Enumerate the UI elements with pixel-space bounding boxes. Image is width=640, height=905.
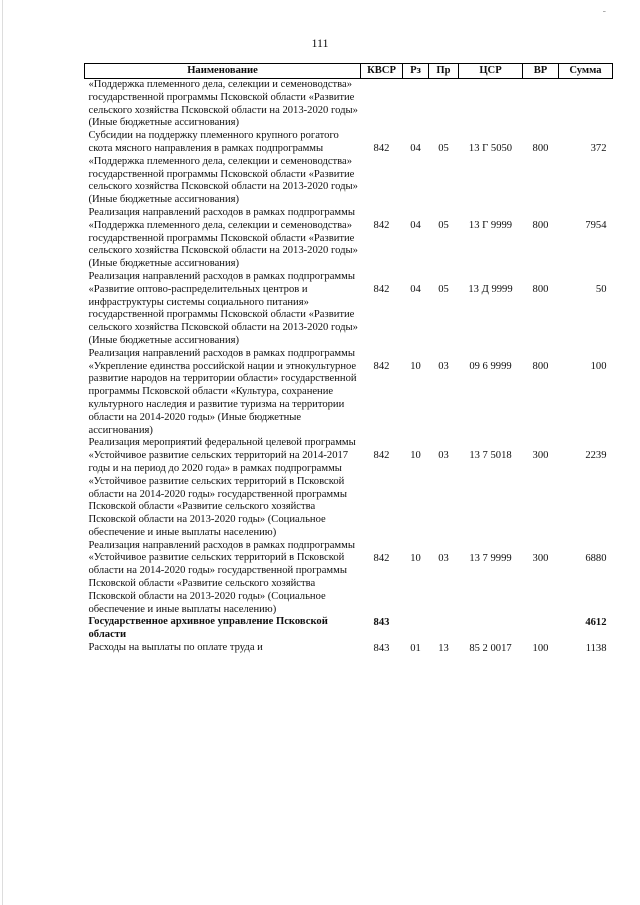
row-csr: 13 7 9999 — [469, 552, 512, 564]
row-vr: 800 — [532, 360, 549, 372]
corner-mark: - — [602, 6, 606, 17]
row-name: Реализация направлений расходов в рамках подпрограммы «Устойчивое развитие сельских территорий в Псковской области на 2014-2020 годы» государственной программы Псковской области «Развитие сельского хозяйства Псковской области на 2013-2020 годы» (Социальное обеспечение и иные выплаты населению) — [88, 539, 355, 615]
row-name: «Поддержка племенного дела, селекции и семеноводства» государственной программы Псковской области «Развитие сельского хозяйства Псковской области на 2013-2020 годы» (Иные бюджетные ассигнования) — [88, 79, 358, 129]
row-pr: 03 — [438, 360, 449, 372]
table-row — [85, 348, 613, 438]
header-pr: Пр — [429, 64, 459, 79]
header-vr: ВР — [523, 64, 559, 79]
table-row — [85, 207, 613, 271]
row-csr — [459, 616, 523, 642]
row-pr: 05 — [438, 283, 449, 295]
row-kvsr: 842 — [373, 360, 390, 372]
row-name: Государственное архивное управление Псковской области — [88, 616, 328, 641]
budget-table — [84, 63, 613, 656]
row-sum: 4612 — [585, 617, 607, 629]
scan-edge — [2, 0, 3, 905]
row-vr: 300 — [532, 552, 549, 564]
header-rz: Рз — [403, 64, 429, 79]
row-csr: 85 2 0017 — [469, 643, 512, 655]
table-row — [85, 79, 613, 131]
table-header-row — [85, 64, 613, 79]
row-sum: 2239 — [585, 450, 607, 462]
row-sum: 50 — [595, 283, 607, 295]
row-rz: 10 — [410, 552, 421, 564]
row-csr: 13 Д 9999 — [468, 283, 513, 295]
row-rz: 10 — [410, 360, 421, 372]
row-sum — [559, 79, 613, 131]
table-row — [85, 271, 613, 348]
row-kvsr: 843 — [373, 643, 390, 655]
row-csr — [459, 79, 523, 131]
row-pr: 13 — [438, 643, 449, 655]
row-name: Реализация направлений расходов в рамках подпрограммы «Развитие оптово-распределительных центров и инфраструктуры системы социального питания» государственной программы Псковской области «Развитие сельского хозяйства Псковской области на 2013-2020 годы» (Иные бюджетные ассигнования) — [88, 270, 358, 346]
row-csr: 13 Г 5050 — [468, 143, 513, 155]
row-sum: 7954 — [585, 219, 607, 231]
row-vr — [523, 79, 559, 131]
row-kvsr: 842 — [373, 143, 390, 155]
header-kvsr: КВСР — [361, 64, 403, 79]
row-rz: 01 — [410, 643, 421, 655]
header-sum: Сумма — [559, 64, 613, 79]
row-kvsr: 842 — [373, 283, 390, 295]
row-name: Реализация направлений расходов в рамках подпрограммы «Укрепление единства российской нации и этнокультурное развитие народов на территории области» государственной программы Псковской области «Культура, сохранение культурного наследия и развитие туризма на территории области на 2014-2020 годы» (Иные бюджетные ассигнования) — [88, 347, 357, 436]
row-csr: 09 6 9999 — [469, 360, 512, 372]
row-rz: 04 — [410, 143, 421, 155]
row-kvsr: 842 — [373, 552, 390, 564]
header-csr: ЦСР — [459, 64, 523, 79]
row-kvsr — [361, 79, 403, 131]
page-number: 111 — [311, 36, 329, 50]
table-row — [85, 437, 613, 539]
row-pr: 03 — [438, 552, 449, 564]
row-vr: 100 — [532, 643, 549, 655]
row-name: Расходы на выплаты по оплате труда и — [88, 642, 263, 654]
row-csr: 13 Г 9999 — [468, 219, 513, 231]
row-kvsr: 842 — [373, 450, 390, 462]
row-vr — [523, 616, 559, 642]
row-name: Реализация направлений расходов в рамках подпрограммы «Поддержка племенного дела, селекции и семеноводства» государственной программы Псковской области «Развитие сельского хозяйства Псковской области на 2013-2020 годы» (Иные бюджетные ассигнования) — [88, 206, 358, 270]
row-sum: 6880 — [585, 552, 607, 564]
row-kvsr: 842 — [373, 219, 390, 231]
table-row-section — [85, 616, 613, 642]
table-row — [85, 540, 613, 617]
row-pr: 03 — [438, 450, 449, 462]
row-kvsr: 843 — [373, 617, 390, 629]
row-name: Субсидии на поддержку племенного крупного рогатого скота мясного направления в рамках подпрограммы «Поддержка племенного дела, селекции и семеноводства» государственной программы Псковской области «Развитие сельского хозяйства Псковской области на 2013-2020 годы» (Иные бюджетные ассигнования) — [88, 130, 358, 206]
row-pr — [429, 616, 459, 642]
row-pr: 05 — [438, 143, 449, 155]
row-sum: 1138 — [585, 643, 607, 655]
row-rz: 10 — [410, 450, 421, 462]
row-name: Реализация мероприятий федеральной целевой программы «Устойчивое развитие сельских территорий на 2014-2017 годы и на период до 2020 года» в рамках подпрограммы «Устойчивое развитие сельских территорий в Псковской области на 2014-2020 годы» государственной программы Псковской области «Развитие сельского хозяйства Псковской области на 2013-2020 годы» (Социальное обеспечение и иные выплаты населению) — [88, 437, 356, 538]
row-vr: 300 — [532, 450, 549, 462]
row-rz — [403, 79, 429, 131]
row-pr — [429, 79, 459, 131]
row-sum: 100 — [590, 360, 607, 372]
row-rz — [403, 616, 429, 642]
row-rz: 04 — [410, 219, 421, 231]
table-row — [85, 130, 613, 207]
row-sum: 372 — [590, 143, 607, 155]
header-name: Наименование — [85, 64, 361, 79]
row-rz: 04 — [410, 283, 421, 295]
row-vr: 800 — [532, 283, 549, 295]
row-csr: 13 7 5018 — [469, 450, 512, 462]
row-vr: 800 — [532, 143, 549, 155]
row-vr: 800 — [532, 219, 549, 231]
table-row — [85, 642, 613, 656]
row-pr: 05 — [438, 219, 449, 231]
